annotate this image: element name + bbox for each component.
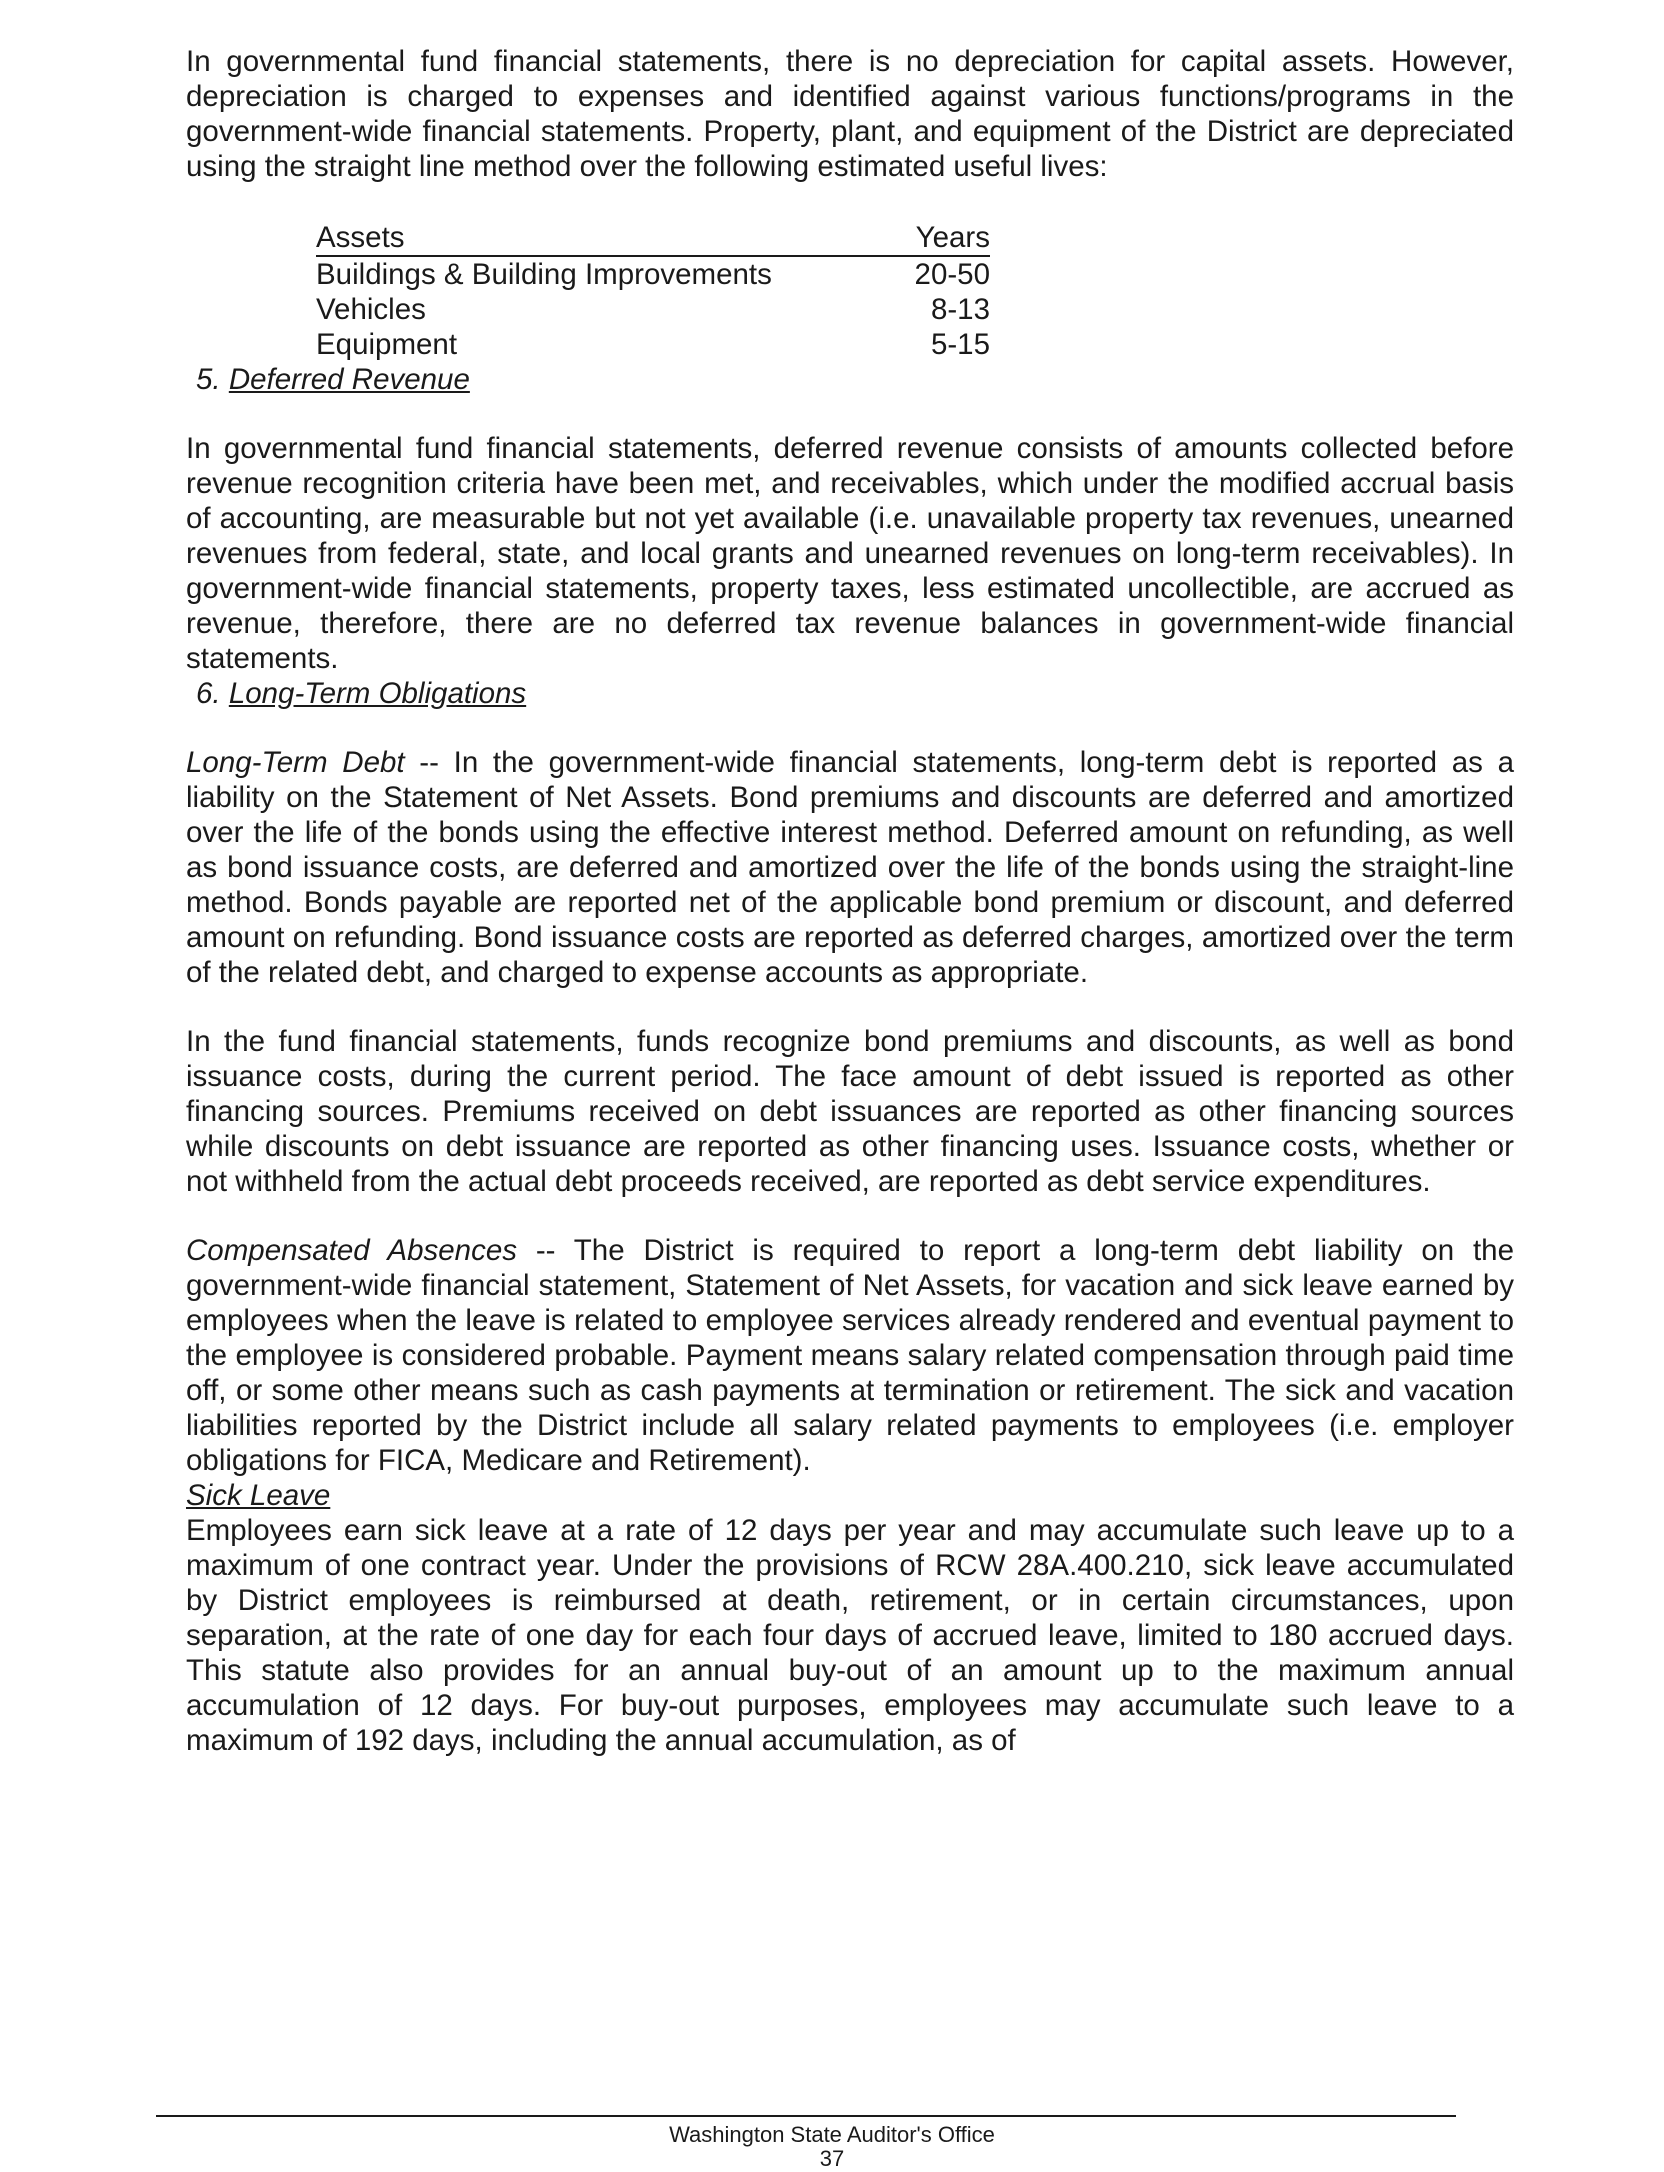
sick-leave-heading: Sick Leave <box>186 1479 331 1512</box>
section-5-title: Deferred Revenue <box>228 363 470 396</box>
long-term-debt-term: Long-Term Debt <box>186 746 405 779</box>
section-5-number: 5. <box>196 363 221 396</box>
deferred-revenue-paragraph: In governmental fund financial statements, deferred revenue consists of amounts collected before revenue recognition criteria have been met, and receivables, which under the modified accrual basis of accounting, are measurable but not yet available (i.e. unavailable property tax revenues, unearned revenues from federal, state, and local grants and unearned revenues on long-term receivables). In government-wide financial statements, property taxes, less estimated uncollectible, are accrued as revenue, therefore, there are no deferred tax revenue balances in government-wide financial statements. <box>186 432 1514 675</box>
useful-lives-table <box>316 220 990 362</box>
footer-divider <box>156 2115 1456 2117</box>
section-6-title: Long-Term Obligations <box>228 677 527 710</box>
long-term-debt-text: -- In the government-wide financial statements, long-term debt is reported as a liability on the Statement of Net Assets. Bond premiums and discounts are deferred and amortized over the life of the bonds using the effective interest method. Deferred amount on refunding, as well as bond issuance costs, are deferred and amortized over the life of the bonds using the straight-line method. Bonds payable are reported net of the applicable bond premium or discount, and deferred amount on refunding. Bond issuance costs are reported as deferred charges, amortized over the term of the related debt, and charged to expense accounts as appropriate. <box>186 746 1514 989</box>
table-row <box>316 256 990 292</box>
years-cell: 20-50 <box>914 258 990 291</box>
table-header-row <box>316 220 990 256</box>
table-row <box>316 327 990 362</box>
years-cell: 5-15 <box>930 328 990 361</box>
fund-statements-paragraph: In the fund financial statements, funds recognize bond premiums and discounts, as well as bond issuance costs, during the current period. The face amount of debt issued is reported as other financing sources. Premiums received on debt issuances are reported as other financing sources while discounts on debt issuance are reported as other financing uses. Issuance costs, whether or not withheld from the actual debt proceeds received, are reported as debt service expenditures. <box>186 1025 1514 1198</box>
asset-cell: Buildings & Building Improvements <box>316 258 772 291</box>
long-term-debt-paragraph <box>186 745 1514 990</box>
years-column-header: Years <box>915 221 990 254</box>
years-cell: 8-13 <box>930 293 990 326</box>
compensated-absences-term: Compensated Absences <box>186 1234 517 1267</box>
section-6-number: 6. <box>196 677 221 710</box>
assets-column-header: Assets <box>316 221 405 254</box>
compensated-absences-text: -- The District is required to report a long-term debt liability on the government-wide financial statement, Statement of Net Assets, for vacation and sick leave earned by employees when the leave is related to employee services already rendered and eventual payment to the employee is considered probable. Payment means salary related compensation through paid time off, or some other means such as cash payments at termination or retirement. The sick and vacation liabilities reported by the District include all salary related payments to employees (i.e. employer obligations for FICA, Medicare and Retirement). <box>186 1234 1514 1477</box>
page-number: 37 <box>819 2146 845 2171</box>
table-row <box>316 292 990 327</box>
section-6-heading <box>196 676 1514 711</box>
section-5-heading <box>196 362 1514 397</box>
document-body <box>186 44 1514 1758</box>
asset-cell: Equipment <box>316 328 458 361</box>
depreciation-paragraph: In governmental fund financial statements, there is no depreciation for capital assets. However, depreciation is charged to expenses and identified against various functions/programs in the government-wide financial statements. Property, plant, and equipment of the District are depreciated using the straight line method over the following estimated useful lives: <box>186 45 1514 183</box>
sick-leave-paragraph: Employees earn sick leave at a rate of 12 days per year and may accumulate such leave up to a maximum of one contract year. Under the provisions of RCW 28A.400.210, sick leave accumulated by District employees is reimbursed at death, retirement, or in certain circumstances, upon separation, at the rate of one day for each four days of accrued leave, limited to 180 accrued days. This statute also provides for an annual buy-out of an amount up to the maximum annual accumulation of 12 days. For buy-out purposes, employees may accumulate such leave to a maximum of 192 days, including the annual accumulation, as of <box>186 1514 1514 1757</box>
footer-organization: Washington State Auditor's Office <box>669 2122 995 2147</box>
asset-cell: Vehicles <box>316 293 426 326</box>
compensated-absences-paragraph <box>186 1233 1514 1478</box>
